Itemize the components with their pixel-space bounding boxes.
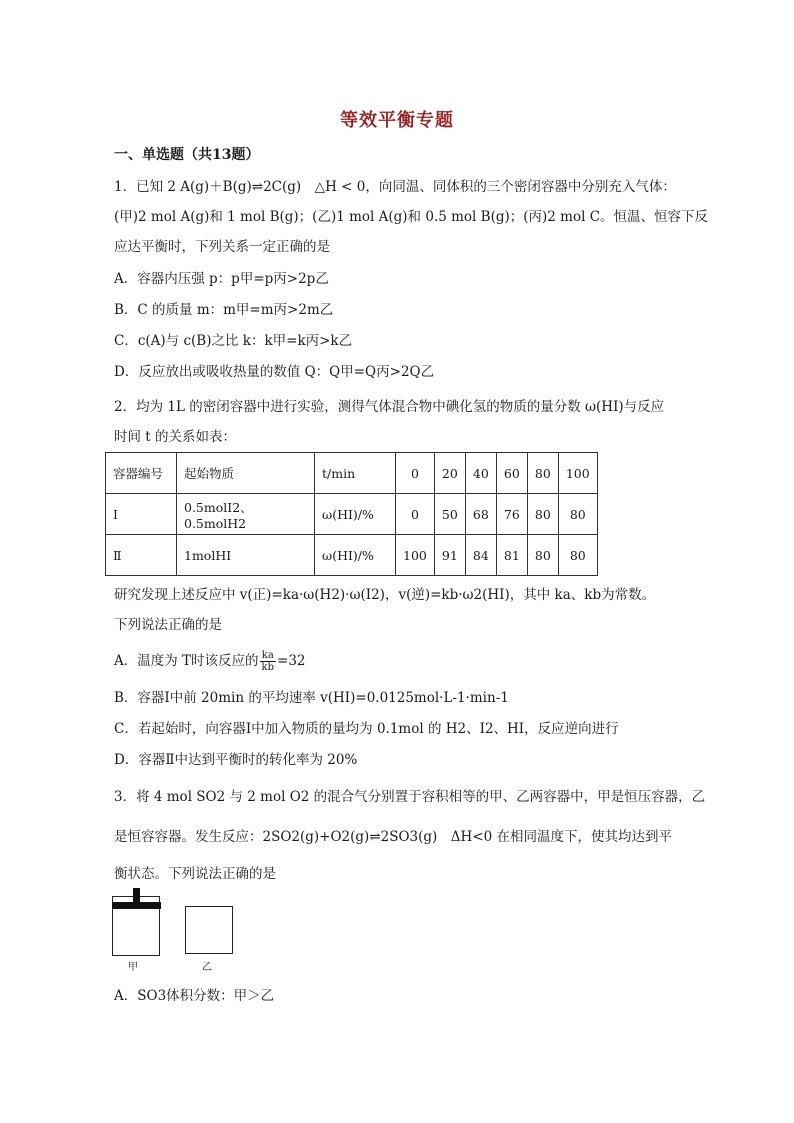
table-cell: 84 <box>465 535 496 576</box>
piston-icon <box>112 902 161 909</box>
constant-volume-vessel <box>185 906 233 954</box>
rate-constant-fraction <box>260 650 276 673</box>
table-cell: 40 <box>465 453 496 494</box>
q1-stem-line-2: (甲)2 mol A(g)和 1 mol B(g)；(乙)1 mol A(g)和 0.5 mol B(g)；(丙)2 mol C。恒温、恒容下反 <box>114 209 709 225</box>
container-diagram <box>112 888 252 978</box>
table-cell: 68 <box>465 494 496 535</box>
q2-option-a-suffix: =32 <box>277 653 306 669</box>
table-cell: 0 <box>396 453 435 494</box>
table-row <box>106 535 598 576</box>
table-cell: 81 <box>496 535 527 576</box>
table-cell: 80 <box>527 453 558 494</box>
table-cell: 76 <box>496 494 527 535</box>
table-cell: Ⅱ <box>106 535 177 576</box>
table-row <box>106 494 598 535</box>
q3-option-a: A．SO3体积分数：甲＞乙 <box>114 988 275 1004</box>
q2-text-after-table-1: 研究发现上述反应中 v(正)=ka·ω(H2)·ω(I2)，v(逆)=kb·ω2(HI)，其中 ka、kb为常数。 <box>114 587 656 603</box>
table-cell: 50 <box>434 494 465 535</box>
table-cell: 起始物质 <box>177 453 315 494</box>
table-cell: 100 <box>396 535 435 576</box>
table-cell: ω(HI)/% <box>315 535 396 576</box>
table-cell: t/min <box>315 453 396 494</box>
q2-option-d: D．容器Ⅱ中达到平衡时的转化率为 20% <box>114 752 358 768</box>
vessel-label-jia: 甲 <box>128 962 138 973</box>
q3-stem-line-2: 是恒容容器。发生反应：2SO2(g)+O2(g)⇌2SO3(g) ΔH<0 在相同温度下，使其均达到平 <box>114 829 673 845</box>
q1-stem-line-3: 应达平衡时，下列关系一定正确的是 <box>114 239 330 255</box>
q1-option-d: D．反应放出或吸收热量的数值 Q：Q甲=Q丙>2Q乙 <box>114 364 435 380</box>
table-cell: 80 <box>527 535 558 576</box>
fraction-numerator: ka <box>260 650 276 662</box>
q1-option-a: A．容器内压强 p：p甲=p丙>2p乙 <box>114 271 329 287</box>
fraction-denominator: kb <box>261 662 275 673</box>
table-cell: 80 <box>527 494 558 535</box>
q2-text-after-table-2: 下列说法正确的是 <box>114 617 222 633</box>
section-heading: 一、单选题（共13题） <box>114 147 260 163</box>
table-cell: 0 <box>396 494 435 535</box>
table-cell: 容器编号 <box>106 453 177 494</box>
page-title: 等效平衡专题 <box>340 110 454 131</box>
table-cell: 1molHI <box>177 535 315 576</box>
hi-fraction-table <box>105 452 598 576</box>
table-cell: 60 <box>496 453 527 494</box>
table-header-row <box>106 453 598 494</box>
table-cell: ω(HI)/% <box>315 494 396 535</box>
q2-option-a <box>114 650 306 673</box>
piston-rod-icon <box>133 888 140 902</box>
table-cell: 80 <box>558 535 597 576</box>
q2-stem-line-1: 2．均为 1L 的密闭容器中进行实验，测得气体混合物中碘化氢的物质的量分数 ω(HI)与反应 <box>114 399 665 415</box>
table-cell: 91 <box>434 535 465 576</box>
q3-stem-line-3: 衡状态。下列说法正确的是 <box>114 866 276 882</box>
table-cell: 100 <box>558 453 597 494</box>
table-cell: 80 <box>558 494 597 535</box>
table-cell: 0.5molI2、0.5molH2 <box>177 494 315 535</box>
q2-option-c: C．若起始时，向容器Ⅰ中加入物质的量均为 0.1mol 的 H2、I2、HI，反应逆向进行 <box>114 721 619 737</box>
q3-stem-line-1: 3．将 4 mol SO2 与 2 mol O2 的混合气分别置于容积相等的甲、乙两容器中，甲是恒压容器，乙 <box>114 789 706 805</box>
table-cell: 20 <box>434 453 465 494</box>
q2-option-b: B．容器Ⅰ中前 20min 的平均速率 v(HI)=0.0125mol·L-1·min-1 <box>114 690 509 706</box>
q2-option-a-prefix: A．温度为 T时该反应的 <box>114 653 259 669</box>
q1-option-b: B．C 的质量 m：m甲=m丙>2m乙 <box>114 302 334 318</box>
q1-stem-line-1: 1．已知 2 A(g)＋B(g)⇌2C(g) △H < 0，向同温、同体积的三个密闭容器中分别充入气体： <box>114 179 676 195</box>
q2-stem-line-2: 时间 t 的关系如表： <box>114 429 237 445</box>
vessel-label-yi: 乙 <box>202 962 212 973</box>
table-cell: Ⅰ <box>106 494 177 535</box>
q1-option-c: C．c(A)与 c(B)之比 k：k甲=k丙>k乙 <box>114 333 353 349</box>
